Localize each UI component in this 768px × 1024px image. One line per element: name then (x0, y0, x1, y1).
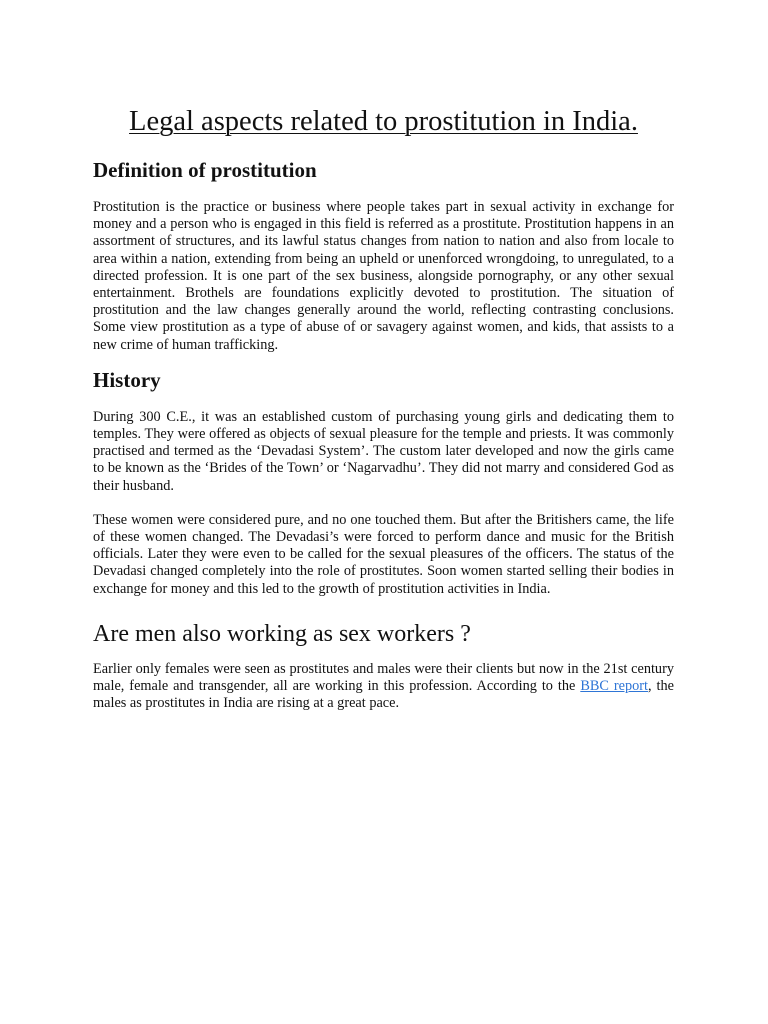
paragraph-history-1: During 300 C.E., it was an established custom of purchasing young girls and dedicating them to temples. They were offered as objects of sexual pleasure for the temple and priests. It was commonly practised and termed as the ‘Devadasi System’. The custom later developed and now the girls came to be known as the ‘Brides of the Town’ or ‘Nagarvadhu’. They did not marry and considered God as their husband. (93, 408, 674, 494)
document-title: Legal aspects related to prostitution in India. (129, 106, 638, 137)
paragraph-history-2: These women were considered pure, and no one touched them. But after the Britishers came, the life of these women changed. The Devadasi’s were forced to perform dance and music for the British officials. Later they were even to be called for the sexual pleasures of the officers. The status of the Devadasi changed completely into the role of prostitutes. Soon women started selling their bodies in exchange for money and this led to the growth of prostitution activities in India. (93, 511, 674, 597)
paragraph-men-text-after-link: , the males as prostitutes in India are rising at a great pace. (93, 678, 675, 712)
heading-history: History (93, 367, 161, 392)
bbc-report-link[interactable]: BBC report (580, 678, 649, 695)
paragraph-men-sex-workers (93, 661, 674, 713)
paragraph-definition: Prostitution is the practice or business where people takes part in sexual activity in exchange for money and a person who is engaged in this field is referred as a prostitute. Prostitution happens in an assortment of structures, and its lawful status changes from nation to nation and also from locale to area within a nation, extending from being an upheld or unenforced wrongdoing, to unregulated, to a directed profession. It is one part of the sex business, alongside pornography, or any other sexual entertainment. Brothels are foundations explicitly devoted to prostitution. The situation of prostitution and the law changes generally around the world, reflecting contrasting conclusions. Some view prostitution as a type of abuse of or savagery against women, and kids, that assists to a new crime of human trafficking. (93, 199, 674, 353)
heading-definition: Definition of prostitution (93, 158, 317, 182)
heading-men-sex-workers: Are men also working as sex workers ? (93, 620, 471, 647)
paragraph-men-text-before-link: Earlier only females were seen as prostitutes and males were their clients but now in the 21st century male, female and transgender, all are working in this profession. According to the (93, 660, 674, 695)
